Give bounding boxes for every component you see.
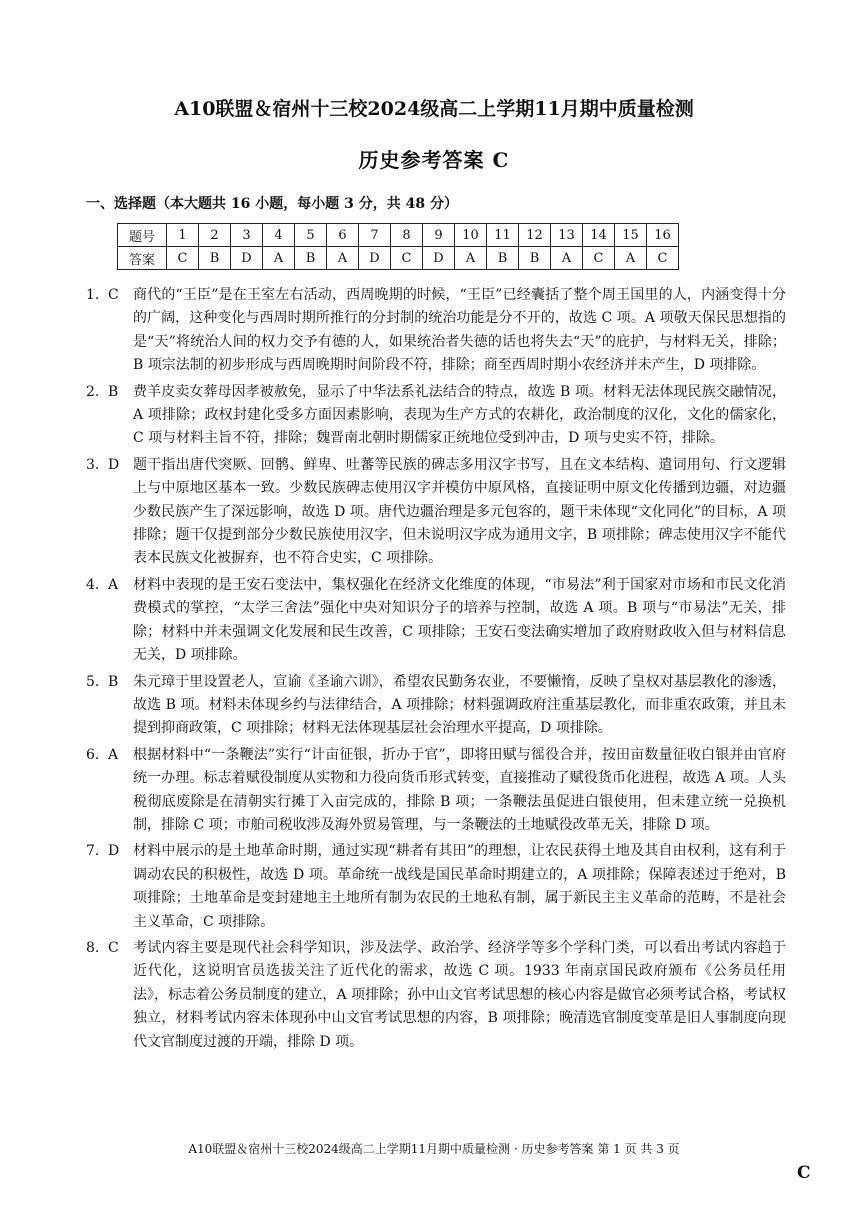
section-heading: 一、选择题（本大题共 16 小题，每小题 3 分，共 48 分） — [86, 196, 458, 212]
row-label-number: 题号 — [118, 224, 167, 247]
item-number: 7. — [86, 843, 100, 860]
item-number: 4. — [86, 576, 100, 593]
item-number: 8. — [86, 939, 100, 956]
explanation-list — [86, 284, 786, 1057]
answer-cell: D — [359, 247, 391, 270]
item-explanation-text: 材料中表现的是王安石变法中，集权强化在经济文化维度的体现，“市易法”利于国家对市场和市民文化消费模式的掌控，“太学三舍法”强化中央对知识分子的培养与控制，故选 A 项。B 项与“市易法”无关，排除；材料中并未强调文化发展和民生改善，C 项排除；王安石变法确实增加了政府财政收入但与材料信息无关，D 项排除。 — [133, 576, 786, 664]
item-answer-letter: D — [108, 456, 120, 473]
question-number-cell: 12 — [519, 224, 551, 247]
question-number-cell: 4 — [263, 224, 295, 247]
item-number: 2. — [86, 383, 100, 400]
answer-cell: A — [455, 247, 487, 270]
answer-table — [117, 223, 679, 270]
item-answer-letter: A — [108, 746, 119, 763]
answer-cell: A — [551, 247, 583, 270]
answer-cell: D — [423, 247, 455, 270]
question-number-cell: 9 — [423, 224, 455, 247]
answer-cell: D — [231, 247, 263, 270]
item-explanation-text: 商代的“王臣”是在王室左右活动，西周晚期的时候，“王臣”已经囊括了整个周王国里的人，内涵变得十分的广阔，这种变化与西周时期所推行的分封制的统治功能是分不开的，故选 C 项。A 项敬天保民思想指的是“天”将统治人间的权力交予有德的人，如果统治者失德的话也将失去“天”的庇护，与材料无关，排除；B 项宗法制的初步形成与西周晚期时间阶段不符，排除；商至西周时期小农经济并未产生，D 项排除。 — [133, 287, 786, 374]
answer-cell: B — [295, 247, 327, 270]
item-number: 6. — [86, 746, 100, 763]
question-number-cell: 3 — [231, 224, 263, 247]
item-explanation-text: 根据材料中“一条鞭法”实行“计亩征银，折办于官”，即将田赋与徭役合并，按田亩数量征收白银并由官府统一办理。标志着赋役制度从实物和力役向货币形式转变，直接推动了赋役货币化进程，故选 A 项。人头税彻底废除是在清朝实行摊丁入亩完成的，排除 B 项；一条鞭法虽促进白银使用，但未建立统一兑换机制，排除 C 项；市舶司税收涉及海外贸易管理，与一条鞭法的土地赋役改革无关，排除 D 项。 — [133, 746, 786, 833]
item-answer-letter: D — [108, 843, 120, 860]
explanation-item — [86, 937, 786, 1054]
item-explanation-text: 考试内容主要是现代社会科学知识，涉及法学、政治学、经济学等多个学科门类，可以看出考试内容趋于近代化，这说明官员选拔关注了近代化的需求，故选 C 项。1933 年南京国民政府颁布《公务员任用法》，标志着公务员制度的建立，A 项排除；孙中山文官考试思想的核心内容是做官必须考试合格，考试权独立，材料考试内容未体现孙中山文官考试思想的内容，B 项排除；晚清选官制度变革是旧人事制度向现代文官制度过渡的开端，排除 D 项。 — [133, 939, 786, 1050]
version-mark: C — [797, 1163, 811, 1183]
answer-cell: C — [167, 247, 199, 270]
item-number: 5. — [86, 673, 100, 690]
explanation-item — [86, 574, 786, 668]
page-subtitle: 历史参考答案 C — [358, 148, 510, 172]
item-number: 1. — [86, 287, 100, 303]
page-footer: A10联盟＆宿州十三校2024级高二上学期11月期中质量检测 · 历史参考答案 第 1 页 共 3 页 — [188, 1142, 680, 1156]
question-number-cell: 15 — [615, 224, 647, 247]
explanation-item — [86, 744, 786, 838]
item-answer-letter: C — [108, 939, 119, 956]
question-number-cell: 14 — [583, 224, 615, 247]
question-number-cell: 5 — [295, 224, 327, 247]
answer-cell: A — [327, 247, 359, 270]
explanation-item — [86, 454, 786, 571]
question-number-cell: 2 — [199, 224, 231, 247]
item-answer-letter: A — [108, 576, 119, 593]
answer-table-answer-row — [118, 247, 679, 270]
item-number: 3. — [86, 456, 100, 473]
question-number-cell: 13 — [551, 224, 583, 247]
answer-cell: A — [615, 247, 647, 270]
question-number-cell: 7 — [359, 224, 391, 247]
question-number-cell: 6 — [327, 224, 359, 247]
item-explanation-text: 题干指出唐代突厥、回鹘、鲜卑、吐蕃等民族的碑志多用汉字书写，且在文本结构、遣词用句、行文逻辑上与中原地区基本一致。少数民族碑志使用汉字并模仿中原风格，直接证明中原文化传播到边疆，对边疆少数民族产生了深远影响，故选 D 项。唐代边疆治理是多元包容的，题干未体现“文化同化”的目标，A 项排除；题干仅提到部分少数民族使用汉字，但未说明汉字成为通用文字，B 项排除；碑志使用汉字不能代表本民族文化被摒弃，也不符合史实，C 项排除。 — [133, 456, 786, 567]
question-number-cell: 8 — [391, 224, 423, 247]
item-explanation-text: 费羊皮卖女葬母因孝被赦免，显示了中华法系礼法结合的特点，故选 B 项。材料无法体现民族交融情况，A 项排除；政权封建化受多方面因素影响，表现为生产方式的农耕化，政治制度的汉化，文化的儒家化，C 项与材料主旨不符，排除；魏晋南北朝时期儒家正统地位受到冲击，D 项与史实不符，排除。 — [133, 383, 786, 447]
explanation-item — [86, 671, 786, 741]
answer-table-number-row — [118, 224, 679, 247]
question-number-cell: 16 — [647, 224, 679, 247]
answer-cell: A — [263, 247, 295, 270]
answer-cell: B — [519, 247, 551, 270]
explanation-item — [86, 284, 786, 378]
item-explanation-text: 朱元璋于里设置老人，宣谕《圣谕六训》，希望农民勤务农业，不要懒惰，反映了皇权对基层教化的渗透，故选 B 项。材料未体现乡约与法律结合，A 项排除；材料强调政府注重基层教化，而非重农政策，并且未提到抑商政策，C 项排除；材料无法体现基层社会治理水平提高，D 项排除。 — [133, 673, 786, 737]
page-title: A10联盟＆宿州十三校2024级高二上学期11月期中质量检测 — [174, 98, 694, 120]
explanation-item — [86, 840, 786, 934]
explanation-item — [86, 381, 786, 451]
answer-cell: C — [391, 247, 423, 270]
answer-cell: B — [199, 247, 231, 270]
answer-cell: B — [487, 247, 519, 270]
row-label-answer: 答案 — [118, 247, 167, 270]
question-number-cell: 11 — [487, 224, 519, 247]
item-answer-letter: B — [108, 673, 119, 690]
answer-cell: C — [647, 247, 679, 270]
question-number-cell: 10 — [455, 224, 487, 247]
item-explanation-text: 材料中展示的是土地革命时期，通过实现“耕者有其田”的理想，让农民获得土地及其自由权利，这有利于调动农民的积极性，故选 D 项。革命统一战线是国民革命时期建立的，A 项排除；保障表述过于绝对，B 项排除；土地革命是变封建地主土地所有制为农民的土地私有制，属于新民主主义革命的范畴，不是社会主义革命，C 项排除。 — [133, 843, 786, 930]
question-number-cell: 1 — [167, 224, 199, 247]
item-answer-letter: B — [108, 383, 119, 400]
answer-cell: C — [583, 247, 615, 270]
item-answer-letter: C — [108, 287, 119, 303]
